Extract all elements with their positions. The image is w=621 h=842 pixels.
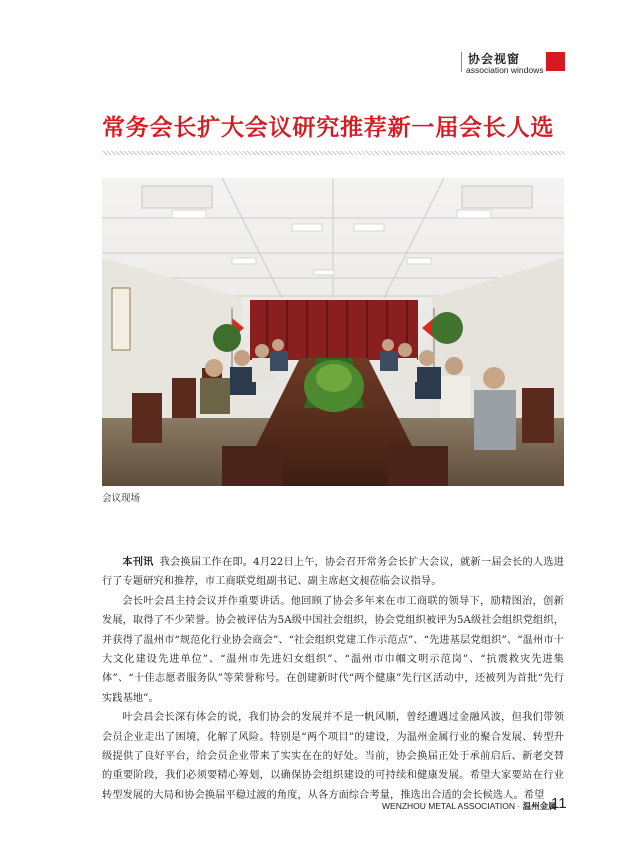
header-divider: [461, 52, 462, 72]
article-body: [102, 553, 564, 805]
title-rule: [102, 151, 564, 155]
article-title: 常务会长扩大会议研究推荐新一届会长人选: [102, 115, 555, 141]
page-number: 11: [551, 795, 567, 812]
section-title-cn: 协会视窗: [468, 52, 521, 66]
paragraph: 叶会昌会长深有体会的说，我们协会的发展并不是一帆风顺，曾经遭遇过金融风波，但我们带领会员企业走出了困境，化解了风险。特别是“两个项目”的建设，为温州金属行业的聚合发展、转型升级提供了良好平台，给会员企业带来了实实在在的好处。当前，协会换届正处于承前启后、新老交替的重要阶段，我们必须要精心筹划，以确保协会组织建设的可持续和健康发展。希望大家要站在行业转型发展的大局和协会换届平稳过渡的角度，从各方面综合考量，推选出合适的会长候选人。希望: [102, 712, 564, 801]
footer-magazine: [382, 800, 557, 812]
paragraph-text: 我会换届工作在即。4月22日上午，协会召开常务会长扩大会议，就新一届会长的人选进行了专题研究和推荐，市工商联党组副书记、副主席赵文昶莅临会议指导。: [102, 557, 564, 588]
header-red-square: [546, 52, 565, 71]
footer-magazine-cn: 温州金属: [522, 802, 557, 812]
footer-magazine-en: WENZHOU METAL ASSOCIATION: [382, 801, 516, 811]
paragraph: 会长叶会昌主持会议并作重要讲话。他回顾了协会多年来在市工商联的领导下，励精图治，创新发展，取得了不少荣誉。协会被评估为5A级中国社会组织，协会党组织被评为5A级社会组织党组织，并获得了温州市“规范化行业协会商会”、“社会组织党建工作示范点”、“先进基层党组织”、“温州市十大文化建设先进单位”、“温州市先进妇女组织”、“温州市巾帼文明示范岗”、“抗震救灾先进集体”、“十佳志愿者服务队”等荣誉称号。在创建新时代“两个健康”先行区活动中，还被列为首批“先行实践基地”。: [102, 595, 564, 704]
section-title-en: association windows: [466, 65, 544, 75]
meeting-photo: [102, 178, 564, 486]
photo-caption: 会议现场: [102, 493, 141, 504]
footer-separator: ·: [515, 801, 523, 811]
paragraph: [102, 553, 564, 592]
article-lead: 本刊讯: [122, 557, 154, 568]
